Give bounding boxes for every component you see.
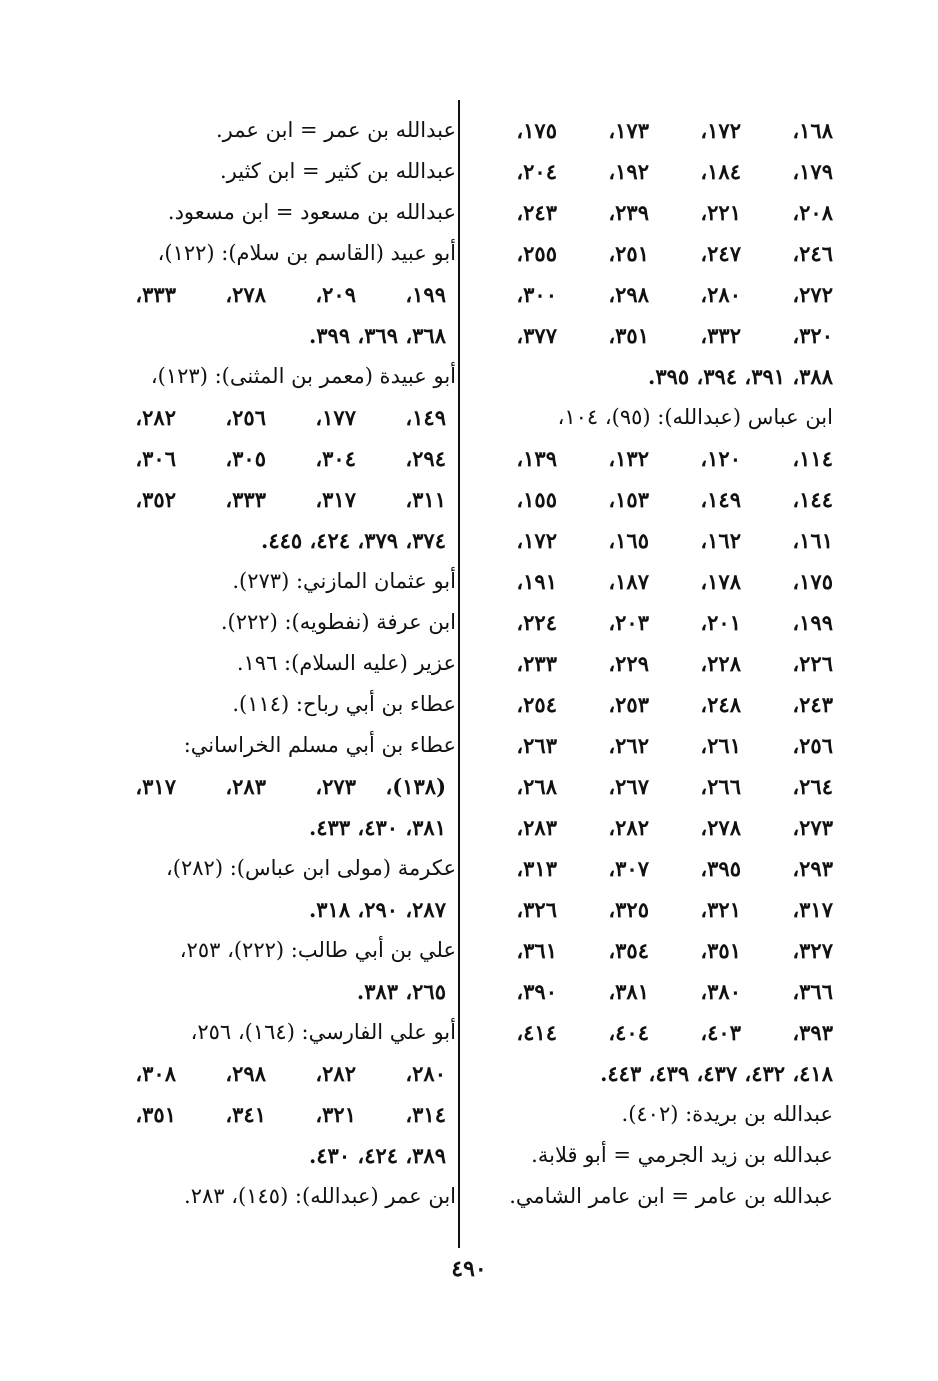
page-ref: ٢٧٨، xyxy=(700,815,741,840)
number-row xyxy=(468,766,833,807)
page-ref: ٢٥٦، xyxy=(225,405,266,430)
page-ref: ٣٥٤، xyxy=(608,938,649,963)
page-ref: ١٧٥، xyxy=(792,569,833,594)
page-ref: ١٦١، xyxy=(792,528,833,553)
page-ref: ٣٥٢، xyxy=(135,487,176,512)
page-ref: ٣٩٥، xyxy=(700,856,741,881)
number-row xyxy=(468,602,833,643)
page-ref: ١٣٩، xyxy=(516,446,557,471)
page-ref: ٢٨٠، xyxy=(700,282,741,307)
page-ref: ٢٠٣، xyxy=(608,610,649,635)
number-row xyxy=(101,274,456,315)
page-ref: ١٦٢، xyxy=(700,528,741,553)
page-ref: ٢٥٣، xyxy=(608,692,649,717)
page-ref: ١٣٢، xyxy=(608,446,649,471)
page-ref: ٢٦٣، xyxy=(516,733,557,758)
number-row xyxy=(468,1012,833,1053)
page-ref: ٣٦١، xyxy=(516,938,557,963)
page-ref: ٢٨٠، xyxy=(405,1061,446,1086)
page-ref: ١٧٢، xyxy=(516,528,557,553)
page-ref: ٢٦٦، xyxy=(700,774,741,799)
number-row xyxy=(468,561,833,602)
page-ref: ٢٧٣، xyxy=(792,815,833,840)
left-column xyxy=(101,110,456,1217)
page-ref: ٢٩٨، xyxy=(608,282,649,307)
page-ref: ٢٩٨، xyxy=(225,1061,266,1086)
index-entry: ابن عرفة (نفطويه): (٢٢٢). xyxy=(220,610,456,634)
page-ref: ٣٢١، xyxy=(315,1102,356,1127)
page-ref: ٢٥٤، xyxy=(516,692,557,717)
page-ref: ٣٩٠، xyxy=(516,979,557,1004)
index-entry: عبدالله بن مسعود = ابن مسعود. xyxy=(167,200,456,224)
page-ref: ١٧٨، xyxy=(700,569,741,594)
index-entry: ابن عباس (عبدالله): (٩٥)، ١٠٤، xyxy=(557,405,833,429)
page-ref: ٢٦٧، xyxy=(608,774,649,799)
number-row xyxy=(468,848,833,889)
page-ref: ٣٣٢، xyxy=(700,323,741,348)
page-ref: ٣٠٠، xyxy=(516,282,557,307)
page-ref: ٣٢٦، xyxy=(516,897,557,922)
number-row xyxy=(101,1053,456,1094)
page-ref: ١٩٩، xyxy=(405,282,446,307)
page-ref: ١٩١، xyxy=(516,569,557,594)
page-ref: ١٤٩، xyxy=(700,487,741,512)
page-ref: ٣٩٣، xyxy=(792,1020,833,1045)
page-ref: ١٥٥، xyxy=(516,487,557,512)
number-row xyxy=(468,971,833,1012)
index-entry: ابن عمر (عبدالله): (١٤٥)، ٢٨٣. xyxy=(184,1184,456,1208)
page-ref: ٣٥١، xyxy=(135,1102,176,1127)
page-ref: ٤٠٤، xyxy=(608,1020,649,1045)
page-ref: ٣١٤، xyxy=(405,1102,446,1127)
page-ref: ٣٠٨، xyxy=(135,1061,176,1086)
number-row-tail: ٣٨١، ٤٣٠، ٤٣٣. xyxy=(308,815,446,840)
page-ref: ٢٥٥، xyxy=(516,241,557,266)
index-entry: عبدالله بن زيد الجرمي = أبو قلابة. xyxy=(531,1143,833,1167)
page-ref: ١٧٣، xyxy=(608,118,649,143)
page-ref: ٣٢٧، xyxy=(792,938,833,963)
page-ref: ١٦٨، xyxy=(792,118,833,143)
page-ref: ٣١٧، xyxy=(315,487,356,512)
page-ref: ١٨٧، xyxy=(608,569,649,594)
page-ref: ٣٠٧، xyxy=(608,856,649,881)
index-entry: عبدالله بن عامر = ابن عامر الشامي. xyxy=(509,1184,833,1208)
index-entry: عبدالله بن كثير = ابن كثير. xyxy=(220,159,456,183)
number-row xyxy=(101,438,456,479)
index-entry: عطاء بن أبي مسلم الخراساني: xyxy=(183,733,456,757)
page-number: ٤٩٠ xyxy=(451,1256,487,1282)
page-ref: ١٧٢، xyxy=(700,118,741,143)
number-row-tail: ٣٦٨، ٣٦٩، ٣٩٩. xyxy=(308,323,446,348)
page-ref: ٢٤٣، xyxy=(516,200,557,225)
number-row-tail: ٣٨٨، ٣٩١، ٣٩٤، ٣٩٥. xyxy=(648,364,833,389)
number-row xyxy=(468,889,833,930)
right-column xyxy=(468,110,833,1217)
page-ref: ٤١٤، xyxy=(516,1020,557,1045)
page-ref: ٣٤١، xyxy=(225,1102,266,1127)
page-ref: ١٤٩، xyxy=(405,405,446,430)
number-row xyxy=(468,438,833,479)
page-ref: ١٩٢، xyxy=(608,159,649,184)
number-row xyxy=(468,479,833,520)
page-ref: ٢٢٦، xyxy=(792,651,833,676)
page-ref: ١٧٥، xyxy=(516,118,557,143)
page-ref: ٢٨٢، xyxy=(608,815,649,840)
page-ref: ٣٢١، xyxy=(700,897,741,922)
page-ref: ٣٧٧، xyxy=(516,323,557,348)
index-entry: أبو عبيد (القاسم بن سلام): (١٢٢)، xyxy=(157,241,456,265)
page-ref: ٢٠٩، xyxy=(315,282,356,307)
page-ref: ٢٤٦، xyxy=(792,241,833,266)
number-row-tail: ٣٧٤، ٣٧٩، ٤٢٤، ٤٤٥. xyxy=(261,528,446,553)
number-row-tail: ٤١٨، ٤٣٢، ٤٣٧، ٤٣٩، ٤٤٣. xyxy=(600,1061,833,1086)
number-row-tail: ٢٨٧، ٢٩٠، ٣١٨. xyxy=(308,897,446,922)
page-ref: ٢٧٨، xyxy=(225,282,266,307)
page-ref: ٢٢٤، xyxy=(516,610,557,635)
index-entry: أبو عبيدة (معمر بن المثنى): (١٢٣)، xyxy=(150,364,456,388)
number-row-tail: ٢٦٥، ٣٨٣. xyxy=(356,979,446,1004)
page-ref: ٣١٧، xyxy=(792,897,833,922)
number-row xyxy=(468,520,833,561)
index-entry: عزير (عليه السلام): ١٩٦. xyxy=(236,651,456,675)
page-ref: ٣٨٠، xyxy=(700,979,741,1004)
index-entry: عكرمة (مولى ابن عباس): (٢٨٢)، xyxy=(166,856,456,880)
page-ref: ٣١٧، xyxy=(135,774,176,799)
page-ref: (١٣٨)، xyxy=(385,774,446,799)
number-row xyxy=(468,725,833,766)
page-ref: ٢٤٨، xyxy=(700,692,741,717)
page-ref: ١٨٤، xyxy=(700,159,741,184)
page-ref: ٣٨١، xyxy=(608,979,649,1004)
page-ref: ٢٨٣، xyxy=(516,815,557,840)
number-row xyxy=(468,110,833,151)
page-ref: ٢٧٢، xyxy=(792,282,833,307)
page-ref: ٢٨٣، xyxy=(225,774,266,799)
page-ref: ٢٣٣، xyxy=(516,651,557,676)
page-ref: ١٧٧، xyxy=(315,405,356,430)
page-ref: ١٧٩، xyxy=(792,159,833,184)
page-ref: ٢٨٢، xyxy=(315,1061,356,1086)
page-ref: ٢٥١، xyxy=(608,241,649,266)
page-ref: ٣٣٣، xyxy=(135,282,176,307)
index-entry: أبو علي الفارسي: (١٦٤)، ٢٥٦، xyxy=(190,1020,456,1044)
page-ref: ٢٦٨، xyxy=(516,774,557,799)
number-row xyxy=(101,766,456,807)
index-entry: علي بن أبي طالب: (٢٢٢)، ٢٥٣، xyxy=(179,938,456,962)
page-ref: ٢٠١، xyxy=(700,610,741,635)
page-ref: ١٥٣، xyxy=(608,487,649,512)
page-ref: ٣٠٦، xyxy=(135,446,176,471)
page-ref: ٣١٣، xyxy=(516,856,557,881)
index-entry: أبو عثمان المازني: (٢٧٣). xyxy=(232,569,456,593)
page-ref: ٣٦٦، xyxy=(792,979,833,1004)
page-ref: ٢٩٣، xyxy=(792,856,833,881)
number-row xyxy=(101,1094,456,1135)
number-row xyxy=(468,807,833,848)
number-row xyxy=(468,684,833,725)
page-ref: ٣٠٤، xyxy=(315,446,356,471)
page-ref: ٣٣٣، xyxy=(225,487,266,512)
number-row xyxy=(101,479,456,520)
number-row xyxy=(468,233,833,274)
number-row xyxy=(468,192,833,233)
page-ref: ٢٦٢، xyxy=(608,733,649,758)
page-ref: ١٢٠، xyxy=(700,446,741,471)
column-divider xyxy=(458,100,460,1248)
index-entry: عبدالله بن عمر = ابن عمر. xyxy=(216,118,456,142)
number-row xyxy=(468,930,833,971)
index-entry: عطاء بن أبي رباح: (١١٤). xyxy=(232,692,456,716)
page-ref: ٢٦٤، xyxy=(792,774,833,799)
index-entry: عبدالله بن بريدة: (٤٠٢). xyxy=(621,1102,833,1126)
page-ref: ١٤٤، xyxy=(792,487,833,512)
page-ref: ١٦٥، xyxy=(608,528,649,553)
page-ref: ٢٦١، xyxy=(700,733,741,758)
page-ref: ٣٢٠، xyxy=(792,323,833,348)
page-ref: ٢٧٣، xyxy=(315,774,356,799)
number-row xyxy=(468,643,833,684)
page-ref: ٣٥١، xyxy=(608,323,649,348)
page-ref: ٢٢٩، xyxy=(608,651,649,676)
page-ref: ٣٥١، xyxy=(700,938,741,963)
page-ref: ٤٠٣، xyxy=(700,1020,741,1045)
page-ref: ٢٢٨، xyxy=(700,651,741,676)
page-ref: ٣٠٥، xyxy=(225,446,266,471)
page-ref: ١١٤، xyxy=(792,446,833,471)
page-ref: ٣١١، xyxy=(405,487,446,512)
page-ref: ٣٢٥، xyxy=(608,897,649,922)
number-row-tail: ٣٨٩، ٤٢٤، ٤٣٠. xyxy=(308,1143,446,1168)
page-ref: ٢٤٧، xyxy=(700,241,741,266)
number-row xyxy=(101,397,456,438)
page-ref: ٢٠٤، xyxy=(516,159,557,184)
page-ref: ٢٤٣، xyxy=(792,692,833,717)
page-ref: ٢٩٤، xyxy=(405,446,446,471)
page-ref: ٢٠٨، xyxy=(792,200,833,225)
number-row xyxy=(468,274,833,315)
page-ref: ١٩٩، xyxy=(792,610,833,635)
page-ref: ٢٨٢، xyxy=(135,405,176,430)
page-ref: ٢٥٦، xyxy=(792,733,833,758)
page-ref: ٢٣٩، xyxy=(608,200,649,225)
number-row xyxy=(468,315,833,356)
page-ref: ٢٢١، xyxy=(700,200,741,225)
number-row xyxy=(468,151,833,192)
